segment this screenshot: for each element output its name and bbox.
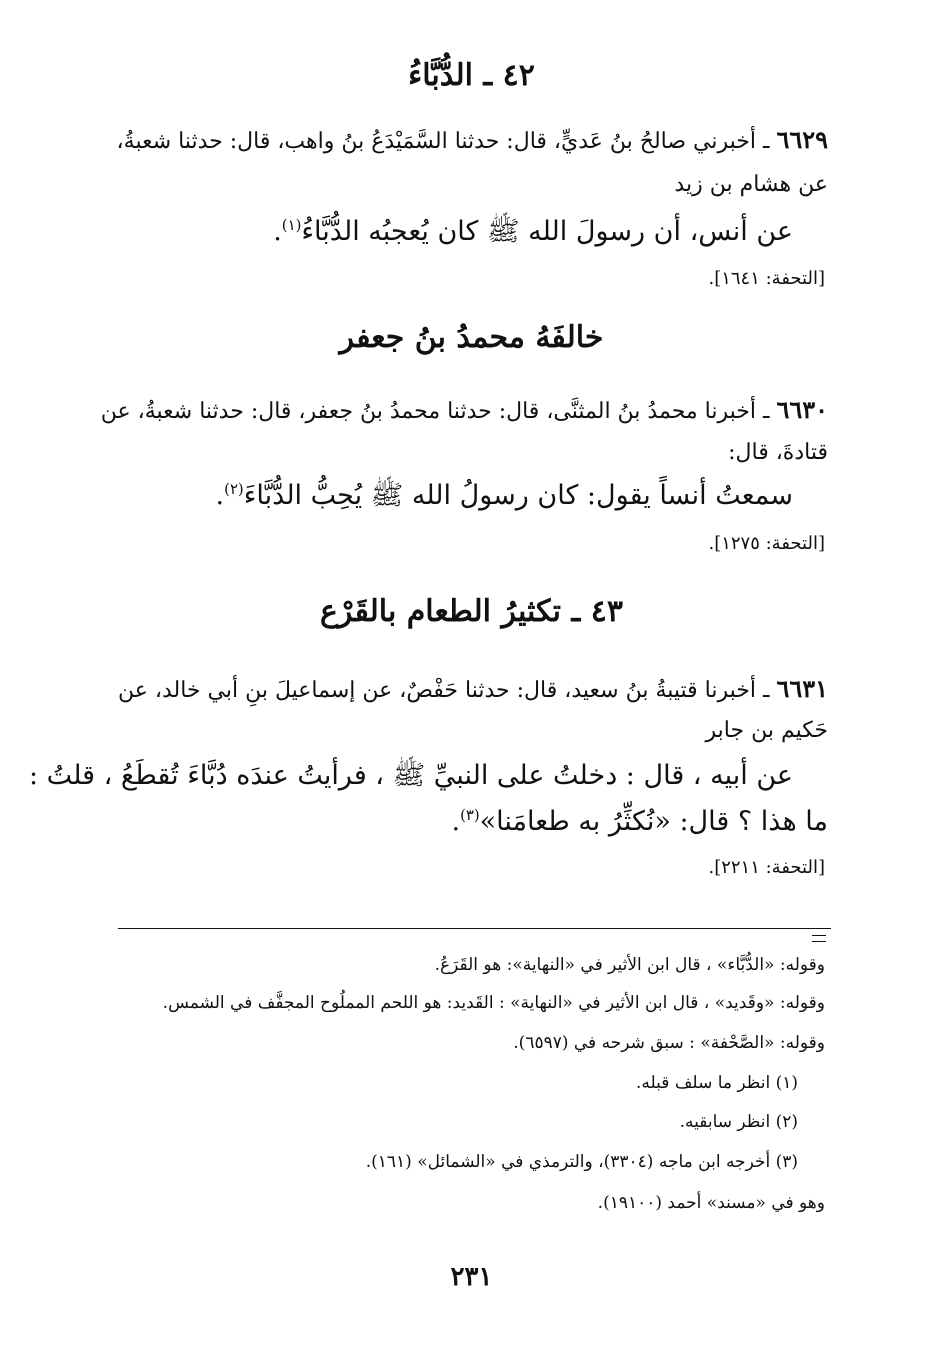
hadith-6631-matn-2 (451, 806, 828, 837)
tuhfa-reference: [التحفة: ١٦٤١]. (708, 268, 825, 289)
footnote-3: (٣) أخرجه ابن ماجه (٣٣٠٤)، والترمذي في «الشمائل» (١٦١). (365, 1152, 798, 1172)
isnad-text: ـ أخبرنا قتيبةُ بنُ سعيد، قال: حدثنا حَفْصٌ، عن إسماعيلَ بنِ أبي خالد، عن (118, 678, 770, 703)
footnote-2: (٢) انظر سابقيه. (679, 1112, 798, 1132)
chapter-heading-43: ٤٣ ـ تكثيرُ الطعام بالقَرْع (320, 594, 623, 629)
hadith-6630-line-2: قتادةَ، قال: (728, 440, 828, 465)
footnote-marker: (١) (281, 216, 302, 234)
hadith-number: ٦٦٢٩ (776, 125, 828, 154)
continuation-equals (812, 928, 825, 947)
footnote-cont-3: وقوله: «الصَّحْفة» : سبق شرحه في (٦٥٩٧). (513, 1033, 825, 1053)
hadith-number: ٦٦٣١ (776, 674, 828, 703)
hadith-6631-line-2: حَكيم بن جابر (705, 718, 828, 743)
hadith-6629-matn (273, 214, 793, 254)
hadith-6631-line-1 (118, 674, 828, 703)
chapter-heading-42: ٤٢ ـ الدُّبَّاءُ (408, 58, 535, 93)
matn-text: سمعتُ أنساً يقول: كان رسولُ الله ﷺ يُحِبُّ الدُّبَّاءَ (243, 480, 793, 511)
isnad-text: ـ أخبرني صالحُ بنُ عَديٍّ، قال: حدثنا السَّمَيْدَعُ بنُ واهب، قال: حدثنا شعبةُ، (116, 129, 770, 154)
page-number: ٢٣١ (450, 1262, 493, 1292)
footnote-cont-1: وقوله: «الدُّبَّاء» ، قال ابن الأثير في «النهاية»: هو القَرَعُ. (434, 955, 825, 975)
footnote-separator (118, 928, 831, 929)
matn-text: عن أنس، أن رسولَ الله ﷺ كان يُعجبُه الدُّبَّاءُ (301, 216, 793, 247)
tuhfa-reference: [التحفة: ٢٢١١]. (708, 857, 825, 878)
hadith-6630-line-1 (100, 395, 828, 424)
hadith-6629-line-2: عن هشام بن زيد (674, 172, 828, 197)
footnote-3-cont: وهو في «مسند» أحمد (١٩١٠٠). (597, 1193, 825, 1213)
footnote-marker: (٣) (460, 806, 480, 824)
hadith-6631-matn-1: عن أبيه ، قال : دخلتُ على النبيِّ ﷺ ، فرأيتُ عندَه دُبَّاءَ تُقطَعُ ، قلتُ : (29, 760, 793, 791)
hadith-6629-line-1 (118, 125, 828, 154)
footnote-marker: (٢) (224, 480, 244, 498)
footnote-1: (١) انظر ما سلف قبله. (636, 1073, 798, 1093)
tuhfa-reference: [التحفة: ١٢٧٥]. (708, 533, 825, 554)
sub-heading: خالفَهُ محمدُ بنُ جعفر (339, 320, 604, 355)
matn-end: . (215, 480, 225, 511)
isnad-text: ـ أخبرنا محمدُ بنُ المثنَّى، قال: حدثنا محمدُ بنُ جعفر، قال: حدثنا شعبةُ، عن (100, 399, 770, 424)
footnote-cont-2: وقوله: «وقَديد» ، قال ابن الأثير في «النهاية» : القَديد: هو اللحم المملُوح المجفَّف في الشمس. (162, 993, 825, 1013)
matn-text: ما هذا ؟ قال: «نُكثِّرُ به طعامَنا» (479, 806, 828, 837)
hadith-6630-matn (216, 478, 793, 518)
matn-end: . (451, 806, 461, 837)
matn-end: . (273, 216, 282, 247)
hadith-number: ٦٦٣٠ (776, 395, 828, 424)
